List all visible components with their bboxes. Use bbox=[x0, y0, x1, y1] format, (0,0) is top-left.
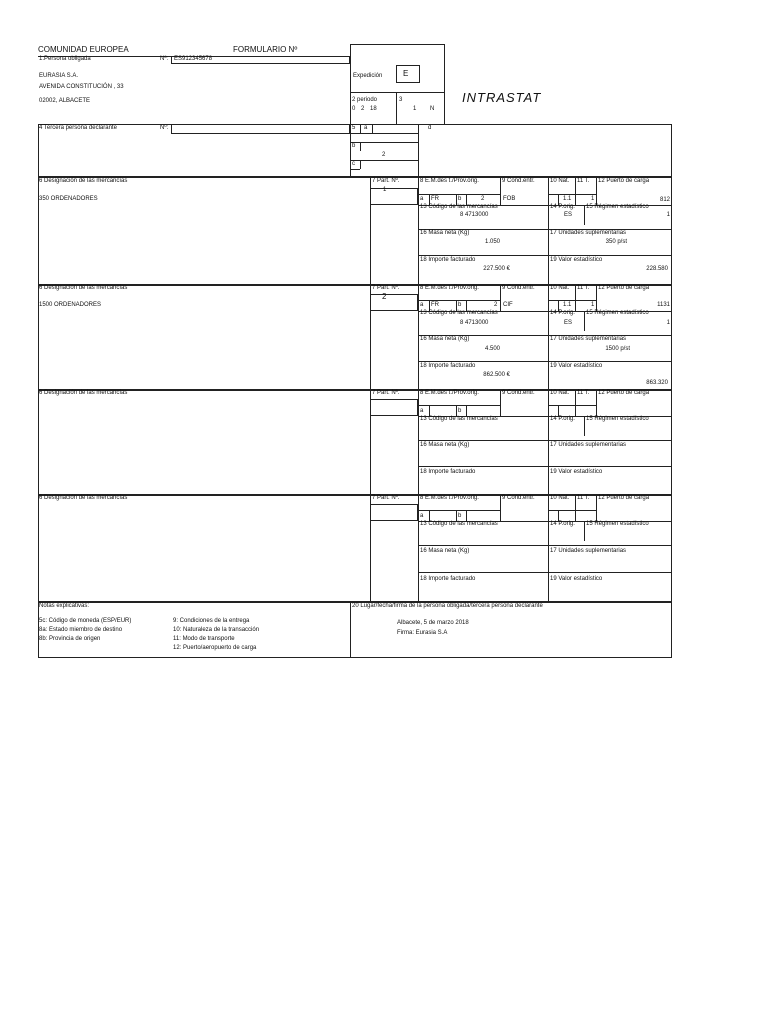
divider bbox=[418, 300, 500, 301]
divider bbox=[558, 405, 559, 416]
divider bbox=[429, 405, 430, 416]
porig-label: 14 P.orig. bbox=[550, 310, 575, 316]
regimen-label: 15 Régimen estadístico bbox=[586, 310, 649, 316]
em-a-value: FR bbox=[431, 196, 439, 202]
porig-label: 14 P.orig. bbox=[550, 416, 575, 422]
unid-label: 17 Unidades suplementarias bbox=[550, 442, 627, 448]
masa-label: 16 Masa neta (Kg) bbox=[420, 230, 470, 236]
divider bbox=[548, 194, 596, 195]
regimen-label: 15 Régimen estadístico bbox=[586, 416, 649, 422]
importe-label: 18 Importe facturado bbox=[420, 469, 476, 475]
box5-a-label: a bbox=[364, 125, 368, 131]
cond-value: CIF bbox=[503, 302, 513, 308]
tercera-persona-label: 4 Tercera persona declarante bbox=[39, 125, 117, 131]
note-8a: 8a: Estado miembro de destino bbox=[39, 627, 123, 633]
em-a-label: a bbox=[420, 196, 424, 202]
divider bbox=[418, 545, 672, 546]
t-label: 11 T. bbox=[577, 390, 590, 396]
em-a-label: a bbox=[420, 302, 424, 308]
importe-label: 18 Importe facturado bbox=[420, 576, 476, 582]
cond-label: 9 Cond.entr. bbox=[502, 178, 535, 184]
company-name: EURASIA S.A. bbox=[39, 73, 79, 79]
divider bbox=[418, 361, 672, 362]
box3-value-1: 1 bbox=[413, 106, 417, 112]
divider bbox=[596, 177, 597, 205]
valor-label: 19 Valor estadístico bbox=[550, 363, 603, 369]
valor-label: 19 Valor estadístico bbox=[550, 257, 603, 263]
importe-label: 18 Importe facturado bbox=[420, 363, 476, 369]
divider bbox=[456, 510, 457, 521]
em-b-label: b bbox=[458, 408, 462, 414]
box5-c-label: c bbox=[352, 161, 355, 167]
puerto-label: 12 Puerto de carga bbox=[598, 178, 650, 184]
nat-label: 10 Nat. bbox=[550, 285, 570, 291]
masa-value: 1.050 bbox=[484, 239, 500, 245]
persona-no-value: ES912345678 bbox=[174, 56, 213, 62]
unid-label: 17 Unidades suplementarias bbox=[550, 336, 627, 342]
divider bbox=[584, 521, 585, 541]
t-value: 1 bbox=[591, 196, 595, 202]
masa-value: 4.500 bbox=[484, 346, 500, 352]
puerto-value: 1131 bbox=[657, 302, 670, 308]
divider bbox=[500, 389, 501, 416]
divider bbox=[596, 284, 597, 311]
notas-label: Notas explicativas: bbox=[39, 603, 90, 609]
puerto-value: 812 bbox=[659, 197, 670, 203]
box5-label: 5 bbox=[352, 125, 356, 131]
em-label: 8 E.M.des t./Prov.orig. bbox=[420, 390, 479, 396]
box5-b-label: b bbox=[352, 143, 356, 149]
divider bbox=[360, 160, 361, 169]
desig-label: 6 Designación de las mercancías bbox=[39, 495, 128, 501]
cond-value: FOB bbox=[503, 196, 516, 202]
divider bbox=[418, 466, 672, 467]
expedicion-label: Expedición bbox=[353, 73, 383, 79]
divider bbox=[596, 494, 597, 521]
divider bbox=[456, 405, 457, 416]
nat-label: 10 Nat. bbox=[550, 178, 570, 184]
desig-label: 6 Designación de las mercancías bbox=[39, 390, 128, 396]
valor-value: 228.580 bbox=[646, 266, 668, 272]
unid-value: 350 p/st bbox=[605, 239, 627, 245]
divider bbox=[558, 510, 559, 521]
divider bbox=[584, 416, 585, 436]
codigo-label: 13 Código de las mercancías bbox=[420, 416, 498, 422]
codigo-label: 13 Código de las mercancías bbox=[420, 521, 498, 527]
unid-label: 17 Unidades suplementarias bbox=[550, 230, 627, 236]
divider bbox=[418, 194, 500, 195]
divider bbox=[500, 177, 501, 205]
divider bbox=[418, 124, 419, 177]
codigo-value: 8 4713000 bbox=[460, 212, 489, 218]
porig-value: ES bbox=[564, 320, 573, 326]
persona-no-label: Nº: bbox=[160, 56, 169, 62]
divider bbox=[418, 572, 672, 573]
em-label: 8 E.M.des t./Prov.orig. bbox=[420, 178, 479, 184]
regimen-value: 1 bbox=[666, 212, 670, 218]
porig-label: 14 P.orig. bbox=[550, 204, 575, 210]
periodo-label: 2 periodo bbox=[352, 97, 378, 103]
em-b-label: b bbox=[458, 513, 462, 519]
regimen-label: 15 Régimen estadístico bbox=[586, 521, 649, 527]
persona-obligada-label: 1.Persona obligada bbox=[39, 56, 91, 62]
divider bbox=[429, 510, 430, 521]
divider bbox=[418, 440, 672, 441]
part-field[interactable] bbox=[370, 294, 418, 311]
cond-label: 9 Cond.entr. bbox=[502, 285, 535, 291]
divider bbox=[350, 92, 445, 93]
box20-label: 20 Lugar/fecha/firma de la persona obligada/tercera persona declarante bbox=[352, 603, 543, 609]
em-a-label: a bbox=[420, 408, 424, 414]
divider bbox=[548, 405, 596, 406]
puerto-label: 12 Puerto de carga bbox=[598, 285, 650, 291]
tercera-no-label: Nº: bbox=[160, 125, 169, 131]
t-label: 11 T. bbox=[577, 495, 590, 501]
importe-value: 227.500 € bbox=[483, 266, 510, 272]
divider bbox=[396, 92, 397, 125]
divider bbox=[548, 300, 596, 301]
porig-label: 14 P.orig. bbox=[550, 521, 575, 527]
divider bbox=[418, 510, 500, 511]
desig-label: 6 Designación de las mercancías bbox=[39, 178, 128, 184]
divider bbox=[418, 255, 672, 256]
valor-label: 19 Valor estadístico bbox=[550, 576, 603, 582]
desig-value: 1500 ORDENADORES bbox=[39, 302, 102, 308]
divider bbox=[360, 124, 361, 133]
em-b-value: 2 bbox=[481, 196, 485, 202]
part-field[interactable] bbox=[370, 188, 418, 205]
part-field[interactable] bbox=[370, 504, 418, 521]
regimen-label: 15 Régimen estadístico bbox=[586, 204, 649, 210]
masa-label: 16 Masa neta (Kg) bbox=[420, 442, 470, 448]
divider bbox=[350, 133, 418, 134]
nat-value: 1.1 bbox=[563, 302, 572, 308]
expedicion-value: E bbox=[403, 69, 409, 78]
desig-label: 6 Designación de las mercancías bbox=[39, 285, 128, 291]
comunidad-europea-label: COMUNIDAD EUROPEA bbox=[38, 45, 129, 54]
formulario-label: FORMULARIO Nº bbox=[233, 45, 298, 54]
em-b-label: b bbox=[458, 302, 462, 308]
part-label: 7 Part. Nº. bbox=[372, 495, 400, 501]
note-9: 9: Condiciones de la entrega bbox=[173, 618, 250, 624]
em-label: 8 E.M.des t./Prov.orig. bbox=[420, 285, 479, 291]
divider bbox=[466, 405, 467, 416]
divider bbox=[372, 124, 373, 133]
divider bbox=[575, 494, 576, 521]
valor-label: 19 Valor estadístico bbox=[550, 469, 603, 475]
em-a-value: FR bbox=[431, 302, 439, 308]
box3-label: 3 bbox=[399, 97, 403, 103]
part-value: 1 bbox=[383, 187, 387, 193]
nat-value: 1.1 bbox=[563, 196, 572, 202]
periodo-value: 0 2 18 bbox=[352, 106, 377, 112]
cond-label: 9 Cond.entr. bbox=[502, 390, 535, 396]
part-value: 2 bbox=[382, 292, 387, 301]
note-12: 12: Puerto/aeropuerto de carga bbox=[173, 645, 257, 651]
company-address: AVENIDA CONSTITUCIÓN , 33 bbox=[39, 84, 124, 90]
em-b-value: 2 bbox=[494, 302, 498, 308]
tercera-no-field[interactable] bbox=[171, 124, 350, 134]
divider bbox=[418, 405, 500, 406]
nat-label: 10 Nat. bbox=[550, 495, 570, 501]
note-11: 11: Modo de transporte bbox=[173, 636, 235, 642]
part-label: 7 Part. Nº. bbox=[372, 178, 400, 184]
porig-value: ES bbox=[564, 212, 573, 218]
part-field[interactable] bbox=[370, 399, 418, 416]
t-value: 1 bbox=[591, 302, 595, 308]
puerto-label: 12 Puerto de carga bbox=[598, 495, 650, 501]
codigo-label: 13 Código de las mercancías bbox=[420, 204, 498, 210]
note-10: 10: Naturaleza de la transacción bbox=[173, 627, 260, 633]
em-b-label: b bbox=[458, 196, 462, 202]
t-label: 11 T. bbox=[577, 285, 590, 291]
box3-value-2: N bbox=[430, 106, 435, 112]
box5-d-label: d bbox=[428, 125, 432, 131]
divider bbox=[466, 510, 467, 521]
part-label: 7 Part. Nº. bbox=[372, 285, 400, 291]
box20-firma: Firma: Eurasia S.A bbox=[397, 630, 448, 636]
divider bbox=[575, 389, 576, 416]
unid-value: 1500 p/st bbox=[605, 346, 630, 352]
divider bbox=[575, 284, 576, 311]
codigo-label: 13 Código de las mercancías bbox=[420, 310, 498, 316]
divider bbox=[500, 284, 501, 311]
nat-label: 10 Nat. bbox=[550, 390, 570, 396]
codigo-value: 8 4713000 bbox=[460, 320, 489, 326]
note-8b: 8b: Provincia de origen bbox=[39, 636, 101, 642]
divider bbox=[596, 389, 597, 416]
valor-value: 863.320 bbox=[646, 380, 668, 386]
divider bbox=[584, 205, 585, 225]
divider bbox=[350, 601, 351, 658]
part-label: 7 Part. Nº. bbox=[372, 390, 400, 396]
box20-place-date: Albacete, 5 de marzo 2018 bbox=[397, 620, 469, 626]
divider bbox=[584, 311, 585, 331]
importe-value: 862.500 € bbox=[483, 372, 510, 378]
regimen-value: 1 bbox=[666, 320, 670, 326]
intrastat-title: INTRASTAT bbox=[462, 90, 542, 105]
em-label: 8 E.M.des t./Prov.orig. bbox=[420, 495, 479, 501]
cond-label: 9 Cond.entr. bbox=[502, 495, 535, 501]
divider bbox=[350, 169, 360, 170]
t-label: 11 T. bbox=[577, 178, 590, 184]
divider bbox=[575, 177, 576, 205]
importe-label: 18 Importe facturado bbox=[420, 257, 476, 263]
unid-label: 17 Unidades suplementarias bbox=[550, 548, 627, 554]
puerto-label: 12 Puerto de carga bbox=[598, 390, 650, 396]
em-a-label: a bbox=[420, 513, 424, 519]
box5-b-value: 2 bbox=[382, 152, 386, 158]
desig-value: 350 ORDENADORES bbox=[39, 196, 98, 202]
note-5c: 5c: Código de moneda (ESP/EUR) bbox=[39, 618, 132, 624]
masa-label: 16 Masa neta (Kg) bbox=[420, 548, 470, 554]
masa-label: 16 Masa neta (Kg) bbox=[420, 336, 470, 342]
divider bbox=[500, 494, 501, 521]
company-city: 02002, ALBACETE bbox=[39, 98, 91, 104]
divider bbox=[548, 510, 596, 511]
divider bbox=[360, 142, 361, 151]
